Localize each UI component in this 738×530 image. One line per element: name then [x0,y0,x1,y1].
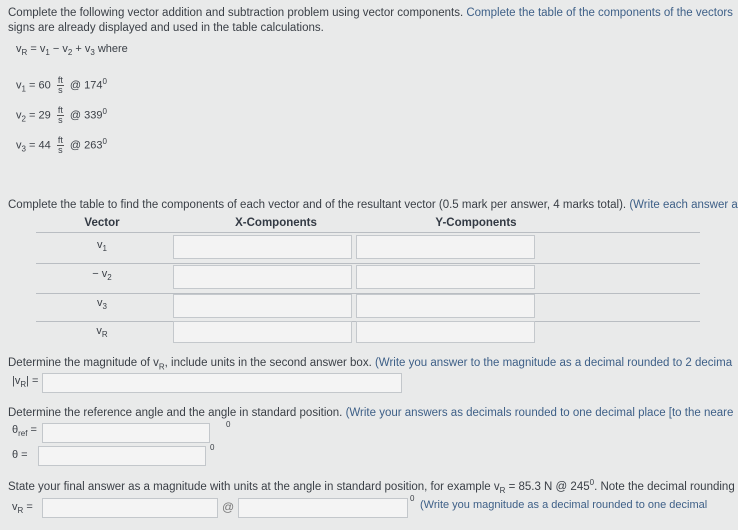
degree-mark: 0 [102,76,107,86]
at-symbol: @ [222,500,235,514]
eq-where: where [94,43,128,55]
reference-angle-input[interactable] [42,423,210,443]
v3-x-component-input[interactable] [173,294,352,318]
intro-text-line2: signs are already displayed and used in the table calculations. [8,22,324,34]
intro-text: Complete the following vector addition and subtraction problem using vector components. [8,7,464,19]
vector-angle: @ 174 [69,79,103,92]
v1-y-component-input[interactable] [356,235,535,259]
angle-question-note: (Write your answers as decimals rounded to one decimal place [to the neare [345,407,734,419]
final-question-sub: R [499,486,506,496]
row-label-sub: 2 [107,273,112,283]
components-table [36,217,700,343]
unit-num: ft [57,135,63,145]
vector-v1-definition: $v_1 = 60$ $\frac{ft}{s}$ @ $174^0$ [16,75,107,95]
vector-sub: 3 [21,144,26,154]
row-label-text: v [96,325,102,337]
vector-angle: @ 339 [69,109,103,122]
unit-num: ft [57,105,63,115]
final-answer-question [8,478,735,495]
theta-ref-sub: ref [18,429,28,439]
vector-sub: 1 [21,84,26,94]
magnitude-question-text: Determine the magnitude of v [8,357,159,369]
unit-num: ft [57,75,63,85]
theta-symbol: θ [12,424,19,436]
magnitude-label-sub: R [20,380,27,390]
vector-angle: @ 263 [69,139,103,152]
vector-name: v [16,139,22,152]
eq-v1: = v [27,43,46,55]
row-label-v3 [36,297,168,311]
degree-mark: 0 [102,106,107,116]
eq-v3: + v [72,43,91,55]
unit-den: s [58,115,63,125]
magnitude-label [12,375,38,389]
row-label-vr [36,325,168,339]
final-question-example: = 85.3 N @ 245 [505,480,590,493]
magnitude-question-text-end: , include units in the second answer box. [164,357,372,369]
header-x-components: X-Components [235,217,317,229]
reference-angle-label [12,424,37,438]
vector-name: v [16,79,22,92]
standard-angle-input[interactable] [38,446,206,466]
final-question-degree: 0 [589,478,595,487]
vector-magnitude: 60 [38,79,51,92]
magnitude-label-end: | = [26,375,39,387]
vector-magnitude: 29 [38,109,51,122]
unit-fraction [57,136,64,155]
reference-angle-degree-mark: 0 [226,420,231,429]
magnitude-input[interactable] [42,373,402,393]
header-divider [36,232,700,233]
eq-v1-sub: 1 [45,48,50,58]
standard-angle-label: θ = [12,449,28,461]
problem-intro [8,6,733,36]
final-label-v: v [12,501,18,513]
eq-v2: − v [49,43,68,55]
unit-fraction [57,76,64,95]
unit-fraction [57,106,64,125]
degree-mark: 0 [102,136,107,146]
final-degree-mark: 0 [410,494,415,503]
unit-den: s [58,85,63,95]
row-label-text: v [97,239,103,251]
table-instructions [8,199,738,211]
vector-v2-definition: $v_2 = 29$ $\frac{ft}{s}$ @ $339^0$ [16,105,107,125]
final-angle-input[interactable] [238,498,408,518]
row-label-neg-v2 [36,268,168,282]
row-label-sub: 3 [102,302,107,312]
vector-sub: 2 [21,114,26,124]
eq-vr-sub: R [21,48,28,58]
angle-question-text: Determine the reference angle and the angle in standard position. [8,407,343,419]
final-question-text: State your final answer as a magnitude with units at the angle in standard position, for example v [8,480,500,493]
magnitude-question-sub: R [158,362,165,372]
row-label-text: − v [92,268,108,280]
magnitude-question [8,357,732,371]
eq-v2-sub: 2 [67,48,73,58]
unit-den: s [58,145,63,155]
standard-angle-degree-mark: 0 [210,443,215,452]
vector-magnitude: 44 [38,139,51,152]
vr-x-component-input[interactable] [173,321,352,343]
eq-vr: v [16,43,22,55]
v3-y-component-input[interactable] [356,294,535,318]
magnitude-question-note: (Write you answer to the magnitude as a decimal rounded to 2 decima [374,357,733,369]
row-label-sub: R [101,330,108,340]
final-question-text-end: . Note the decimal rounding [594,480,735,493]
vector-v3-definition: $v_3 = 44$ $\frac{ft}{s}$ @ $263^0$ [16,135,107,155]
final-magnitude-input[interactable] [42,498,218,518]
reference-angle-equals: = [27,424,37,436]
neg-v2-y-component-input[interactable] [356,265,535,289]
final-answer-label [12,501,33,515]
vector-name: v [16,109,22,122]
table-instructions-note: (Write each answer a [629,199,738,211]
final-label-equals: = [23,501,33,513]
resultant-equation [16,43,128,57]
intro-text-continued: Complete the table of the components of the vectors [466,7,733,19]
neg-v2-x-component-input[interactable] [173,265,352,289]
final-label-sub: R [17,506,24,516]
v1-x-component-input[interactable] [173,235,352,259]
magnitude-label-text: |v [12,375,21,387]
row-label-text: v [97,297,103,309]
header-vector: Vector [84,217,120,229]
eq-v3-sub: 3 [90,48,95,58]
table-instructions-text: Complete the table to find the components of each vector and of the resultant vector (0.5 mark per answer, 4 marks total). [8,199,627,211]
row-label-sub: 1 [102,244,107,254]
angle-question [8,407,733,419]
header-y-components: Y-Components [435,217,517,229]
row-divider [36,263,700,264]
row-label-v1 [36,239,168,253]
vr-y-component-input[interactable] [356,321,535,343]
final-answer-note: (Write you magnitude as a decimal rounded to one decimal [420,499,708,511]
